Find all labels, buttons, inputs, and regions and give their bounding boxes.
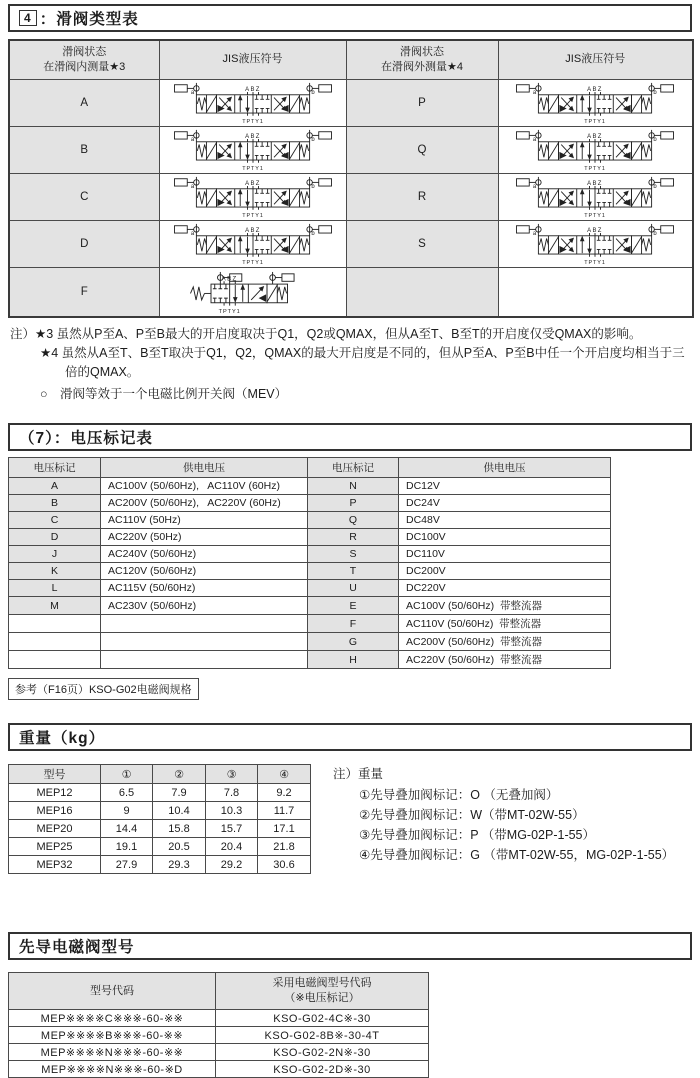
table-row [9,1061,429,1078]
table-cell: KSO-G02-2D※-30 [216,1061,429,1078]
column-header: 电压标记 [308,458,399,478]
table-cell [9,633,101,651]
table-cell: L [9,580,101,597]
column-header-solenoid-code: 采用电磁阀型号代码 （※电压标记） [216,973,429,1010]
column-header-state-external: 滑阀状态 在滑阀外测量★4 [346,40,498,80]
table-cell [498,221,693,268]
weight-note-item: ④先导叠加阀标记：G （带MT-02W-55，MG-02P-1-55） [359,848,675,862]
spool-table-notes [10,325,692,404]
table-cell: AC200V (50/60Hz) 带整流器 [399,633,611,651]
weight-notes [333,764,674,874]
table-cell: U [308,580,399,597]
table-cell [101,615,308,633]
table-cell: 7.8 [206,784,258,802]
hydraulic-valve-symbol-icon [510,223,680,265]
table-cell: DC110V [399,546,611,563]
spool-state-cell: B [9,127,159,174]
table-cell: F [308,615,399,633]
weight-notes-title: 注）重量 [333,767,384,781]
table-cell: AC200V (50/60Hz), AC220V (60Hz) [101,495,308,512]
spool-state-cell: C [9,174,159,221]
spool-type-table [8,39,694,318]
table-row [9,802,311,820]
table-row [9,268,693,318]
voltage-table-header-row [9,458,611,478]
table-cell: AC110V (50Hz) [101,512,308,529]
spool-table-header-row [9,40,693,80]
table-cell: 19.1 [101,838,153,856]
table-cell: D [9,529,101,546]
table-cell: E [308,597,399,615]
table-cell: AC220V (50Hz) [101,529,308,546]
table-cell [159,80,346,127]
table-row [9,174,693,221]
table-cell [101,633,308,651]
table-cell: AC100V (50/60Hz), AC110V (60Hz) [101,478,308,495]
table-cell: C [9,512,101,529]
table-cell: N [308,478,399,495]
table-row [9,784,311,802]
table-cell: AC220V (50/60Hz) 带整流器 [399,651,611,669]
table-cell: AC115V (50/60Hz) [101,580,308,597]
pilot-valve-model-table [8,972,429,1078]
table-cell: KSO-G02-4C※-30 [216,1010,429,1027]
table-cell: MEP20 [9,820,101,838]
column-header-jis-symbol: JIS液压符号 [159,40,346,80]
spool-state-cell: A [9,80,159,127]
table-row [9,512,611,529]
hydraulic-valve-symbol-icon [183,271,323,314]
pilot-section-banner [8,932,692,960]
table-cell: 14.4 [101,820,153,838]
voltage-marking-table [8,457,611,669]
table-cell: P [308,495,399,512]
table-cell: 29.3 [153,856,206,874]
table-cell: 20.4 [206,838,258,856]
weight-section-title: 重量（kg） [19,730,106,747]
table-cell: K [9,563,101,580]
table-cell: 9.2 [258,784,311,802]
table-row [9,80,693,127]
table-row [9,1027,429,1044]
table-cell: A [9,478,101,495]
weight-note-item: ③先导叠加阀标记：P （带MG-02P-1-55） [359,828,596,842]
table-cell [498,174,693,221]
spool-state-cell: P [346,80,498,127]
weight-table [8,764,311,874]
table-cell: KSO-G02-8B※-30-4T [216,1027,429,1044]
table-cell [498,80,693,127]
column-header: 供电电压 [101,458,308,478]
table-cell: 29.2 [206,856,258,874]
note-star4: ★4 虽然从A至T、B至T取决于Q1，Q2，QMAX的最大开启度是不同的，但从P至A、P至B中任一个开启度均相当于三倍的QMAX。 [40,346,685,379]
table-cell [159,174,346,221]
voltage-section-title: （7）：电压标记表 [19,430,153,447]
column-header: ② [153,765,206,784]
note-circle: ○ 滑阀等效于一个电磁比例开关阀（MEV） [40,387,288,401]
table-row [9,546,611,563]
weight-note-item: ②先导叠加阀标记：W（带MT-02W-55） [359,808,585,822]
table-cell: AC120V (50/60Hz) [101,563,308,580]
section-number-badge: 4 [19,10,37,26]
pilot-table-header-row [9,973,429,1010]
hydraulic-valve-symbol-icon [168,129,338,171]
table-cell [101,651,308,669]
hydraulic-valve-symbol-icon [168,82,338,124]
table-cell [498,268,693,318]
table-cell: MEP32 [9,856,101,874]
spool-state-cell: S [346,221,498,268]
weight-table-header-row [9,765,311,784]
table-cell: DC220V [399,580,611,597]
table-cell [9,651,101,669]
table-row [9,580,611,597]
table-row [9,615,611,633]
column-header: 电压标记 [9,458,101,478]
spool-state-cell: Q [346,127,498,174]
table-row [9,1010,429,1027]
reference-note-box: 参考（F16页）KSO-G02电磁阀规格 [8,678,199,700]
table-cell: 30.6 [258,856,311,874]
table-row [9,633,611,651]
table-cell: G [308,633,399,651]
table-cell [159,127,346,174]
table-cell: 17.1 [258,820,311,838]
table-row [9,597,611,615]
table-cell: AC230V (50/60Hz) [101,597,308,615]
table-cell: 20.5 [153,838,206,856]
table-cell: MEP16 [9,802,101,820]
hydraulic-valve-symbol-icon [168,223,338,265]
pilot-section-title: 先导电磁阀型号 [19,939,135,956]
table-cell: DC12V [399,478,611,495]
hydraulic-valve-symbol-icon [510,129,680,171]
weight-section-banner [8,723,692,751]
table-cell: 10.4 [153,802,206,820]
hydraulic-valve-symbol-icon [168,176,338,218]
table-cell: 7.9 [153,784,206,802]
note-star3: 注）★3 虽然从P至A、P至B最大的开启度取决于Q1，Q2或QMAX，但从A至T、B至T的开启度仅受QMAX的影响。 [10,327,642,341]
table-cell: 15.7 [206,820,258,838]
column-header: 供电电压 [399,458,611,478]
table-cell: AC100V (50/60Hz) 带整流器 [399,597,611,615]
table-cell: T [308,563,399,580]
table-cell: 27.9 [101,856,153,874]
table-cell: 11.7 [258,802,311,820]
table-cell: DC48V [399,512,611,529]
weight-content [8,764,692,874]
column-header-state-internal: 滑阀状态 在滑阀内测量★3 [9,40,159,80]
table-row [9,495,611,512]
table-cell: M [9,597,101,615]
weight-notes-list [333,785,674,865]
table-cell [159,221,346,268]
table-cell: MEP※※※※N※※※-60-※※ [9,1044,216,1061]
table-row [9,563,611,580]
table-cell: R [308,529,399,546]
column-header: ③ [206,765,258,784]
table-cell: MEP※※※※N※※※-60-※D [9,1061,216,1078]
table-cell [9,615,101,633]
table-cell [159,268,346,318]
table-cell: 21.8 [258,838,311,856]
table-cell: 10.3 [206,802,258,820]
table-cell: DC24V [399,495,611,512]
hydraulic-valve-symbol-icon [510,82,680,124]
table-cell: S [308,546,399,563]
spool-state-cell: D [9,221,159,268]
table-cell: J [9,546,101,563]
table-cell: AC110V (50/60Hz) 带整流器 [399,615,611,633]
table-row [9,651,611,669]
column-header-model-code: 型号代码 [9,973,216,1010]
weight-note-item: ①先导叠加阀标记：O （无叠加阀） [359,788,559,802]
spool-section-title: ：滑阀类型表 [39,11,139,28]
table-cell [498,127,693,174]
table-row [9,127,693,174]
table-cell: DC100V [399,529,611,546]
table-row [9,478,611,495]
table-cell: H [308,651,399,669]
table-cell: B [9,495,101,512]
spool-state-cell: F [9,268,159,318]
table-cell: MEP12 [9,784,101,802]
table-row [9,838,311,856]
table-cell: KSO-G02-2N※-30 [216,1044,429,1061]
hydraulic-valve-symbol-icon [510,176,680,218]
table-cell: 15.8 [153,820,206,838]
table-cell: MEP※※※※B※※※-60-※※ [9,1027,216,1044]
spool-state-cell [346,268,498,318]
column-header: ① [101,765,153,784]
spool-section-banner [8,4,692,32]
table-cell: 6.5 [101,784,153,802]
table-cell: 9 [101,802,153,820]
table-row [9,856,311,874]
table-cell: Q [308,512,399,529]
table-cell: MEP25 [9,838,101,856]
column-header-jis-symbol: JIS液压符号 [498,40,693,80]
table-row [9,820,311,838]
table-row [9,529,611,546]
table-cell: DC200V [399,563,611,580]
table-cell: AC240V (50/60Hz) [101,546,308,563]
column-header: ④ [258,765,311,784]
voltage-section-banner [8,423,692,451]
spool-state-cell: R [346,174,498,221]
table-row [9,1044,429,1061]
table-cell: MEP※※※※C※※※-60-※※ [9,1010,216,1027]
table-row [9,221,693,268]
column-header: 型号 [9,765,101,784]
